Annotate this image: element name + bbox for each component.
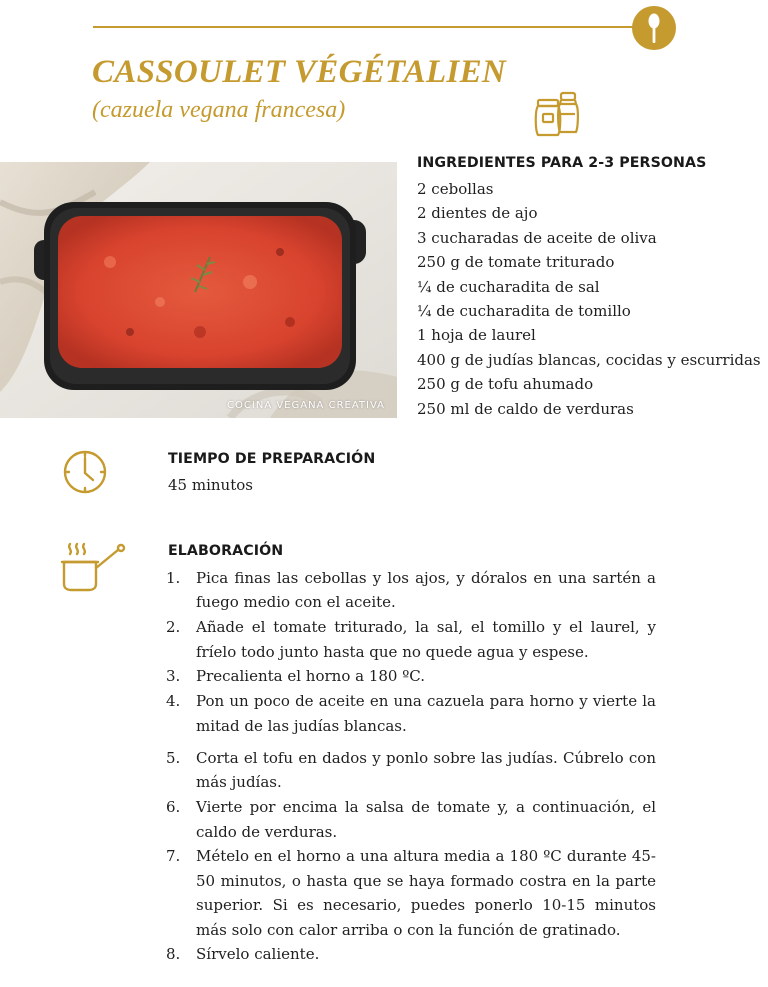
step-number: 5. bbox=[166, 749, 181, 767]
spoon-badge bbox=[632, 6, 676, 50]
recipe-title: CASSOULET VÉGÉTALIEN bbox=[92, 54, 507, 90]
ingredient-item: 2 dientes de ajo bbox=[417, 204, 538, 223]
cooking-pot-icon bbox=[60, 540, 126, 592]
prep-time-heading: TIEMPO DE PREPARACIÓN bbox=[168, 451, 376, 467]
step-text: Pica finas las cebollas y los ajos, y dóralos en una sartén a fuego medio con el aceite. bbox=[196, 569, 656, 612]
ingredient-item: ¼ de cucharadita de sal bbox=[417, 277, 600, 296]
step-text: Añade el tomate triturado, la sal, el tomillo y el laurel, y fríelo todo junto hasta que no quede agua y espese. bbox=[196, 618, 656, 661]
recipe-photo bbox=[0, 162, 397, 418]
step-text: Mételo en el horno a una altura media a 180 ºC durante 45-50 minutos, o hasta que se haya formado costra en la parte superior. Si es necesario, puedes ponerlo 10-15 minutos más solo con calor arriba o con la función de gratinado. bbox=[196, 847, 656, 939]
elaboration-heading: ELABORACIÓN bbox=[168, 543, 284, 559]
step-item bbox=[166, 795, 656, 844]
step-item bbox=[166, 566, 656, 615]
ingredient-item: 2 cebollas bbox=[417, 180, 494, 198]
step-number: 7. bbox=[166, 847, 181, 866]
step-text: Pon un poco de aceite en una cazuela para horno y vierte la mitad de las judías blancas. bbox=[196, 692, 656, 735]
step-number: 4. bbox=[166, 692, 181, 711]
step-text: Sírvelo caliente. bbox=[196, 945, 320, 964]
step-item bbox=[166, 615, 656, 664]
clock-icon bbox=[62, 449, 108, 495]
top-rule bbox=[93, 26, 641, 28]
step-item bbox=[166, 689, 656, 738]
ingredient-item: 250 ml de caldo de verduras bbox=[417, 399, 634, 418]
step-text: Vierte por encima la salsa de tomate y, a continuación, el caldo de verduras. bbox=[196, 798, 656, 841]
ingredients-heading: INGREDIENTES PARA 2-3 PERSONAS bbox=[417, 155, 707, 171]
spice-jars-icon bbox=[530, 90, 584, 140]
step-item bbox=[166, 942, 656, 966]
photo-credit: COCINA VEGANA CREATIVA bbox=[227, 400, 385, 411]
cassoulet-dish-image bbox=[0, 162, 397, 418]
elaboration-steps-part-2 bbox=[166, 746, 656, 967]
ingredient-item: 1 hoja de laurel bbox=[417, 326, 536, 345]
step-number: 6. bbox=[166, 798, 181, 817]
ingredient-item: ¼ de cucharadita de tomillo bbox=[417, 302, 631, 321]
ingredient-item: 250 g de tomate triturado bbox=[417, 253, 615, 272]
step-number: 1. bbox=[166, 569, 181, 587]
spoon-icon bbox=[632, 6, 676, 50]
step-text: Corta el tofu en dados y ponlo sobre las judías. Cúbrelo con más judías. bbox=[196, 749, 656, 792]
step-number: 2. bbox=[166, 618, 181, 637]
ingredient-item: 250 g de tofu ahumado bbox=[417, 375, 594, 394]
ingredient-item: 400 g de judías blancas, cocidas y escurridas bbox=[417, 350, 761, 369]
ingredient-item: 3 cucharadas de aceite de oliva bbox=[417, 228, 657, 247]
prep-time-value: 45 minutos bbox=[168, 476, 253, 494]
recipe-subtitle: (cazuela vegana francesa) bbox=[92, 97, 346, 123]
step-item bbox=[166, 664, 656, 688]
step-number: 3. bbox=[166, 667, 181, 686]
step-number: 8. bbox=[166, 945, 181, 964]
step-item bbox=[166, 844, 656, 942]
step-item bbox=[166, 746, 656, 795]
elaboration-steps-part-1 bbox=[166, 566, 656, 738]
step-text: Precalienta el horno a 180 ºC. bbox=[196, 667, 425, 686]
ingredients-list bbox=[417, 177, 761, 421]
